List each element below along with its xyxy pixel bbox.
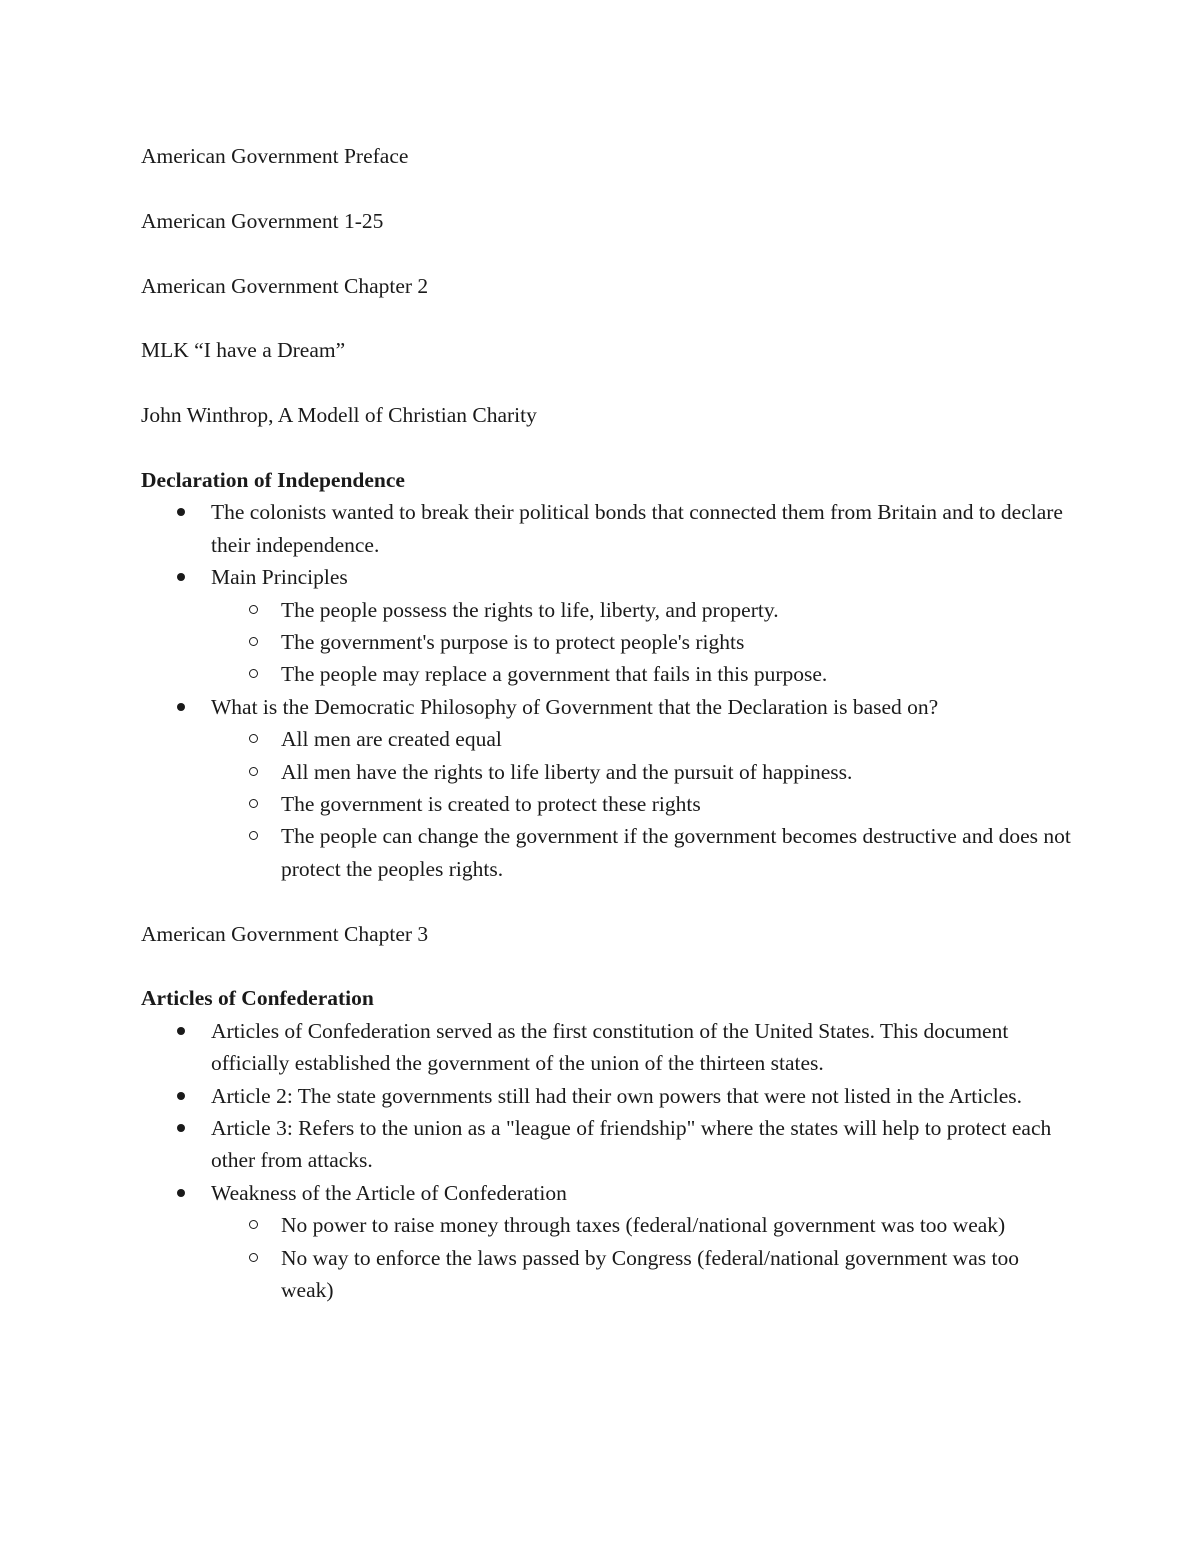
articles-list xyxy=(141,1015,1071,1307)
line-winthrop: John Winthrop, A Modell of Christian Charity xyxy=(141,403,537,428)
circle-bullet-icon xyxy=(249,1253,258,1262)
list-item xyxy=(141,561,1071,691)
list-item-text: Article 3: Refers to the union as a "league of friendship" where the states will help to protect each other from attacks. xyxy=(211,1116,1052,1173)
sub-list-item-text: The government is created to protect these rights xyxy=(281,792,701,817)
bullet-icon xyxy=(177,573,185,581)
bullet-icon xyxy=(177,1124,185,1132)
line-chapter-2: American Government Chapter 2 xyxy=(141,273,429,298)
sub-list-item-text: The people can change the government if the government becomes destructive and does not protect the peoples rights. xyxy=(281,824,1071,881)
sub-list-item xyxy=(211,820,1071,885)
list-item-text: Articles of Confederation served as the first constitution of the United States. This document officially established the government of the union of the thirteen states. xyxy=(211,1018,1009,1076)
sub-list-item xyxy=(211,1242,1071,1307)
list-item xyxy=(141,1112,1071,1177)
sub-list-item-text: The people possess the rights to life, liberty, and property. xyxy=(281,597,779,622)
articles-heading: Articles of Confederation xyxy=(141,986,374,1011)
circle-bullet-icon xyxy=(249,669,258,678)
list-item xyxy=(141,496,1071,561)
circle-bullet-icon xyxy=(249,1220,258,1229)
declaration-heading: Declaration of Independence xyxy=(141,467,405,492)
bullet-icon xyxy=(177,703,185,711)
list-item-text: What is the Democratic Philosophy of Government that the Declaration is based on? xyxy=(211,694,939,719)
line-mlk: MLK “I have a Dream” xyxy=(141,338,346,363)
declaration-list xyxy=(141,496,1071,885)
line-preface: American Government Preface xyxy=(141,144,409,168)
document-content xyxy=(141,140,1071,1307)
circle-bullet-icon xyxy=(249,637,258,646)
bullet-icon xyxy=(177,1189,185,1197)
sub-list-item xyxy=(211,1209,1071,1241)
sub-list-item xyxy=(211,756,1071,788)
list-item xyxy=(141,1080,1071,1112)
sub-list xyxy=(211,1209,1071,1306)
list-item-text: Article 2: The state governments still had their own powers that were not listed in the Articles. xyxy=(211,1083,1023,1108)
circle-bullet-icon xyxy=(249,831,258,840)
line-1-25: American Government 1-25 xyxy=(141,208,384,233)
list-item xyxy=(141,1015,1071,1080)
bullet-icon xyxy=(177,1092,185,1100)
list-item xyxy=(141,691,1071,885)
bullet-icon xyxy=(177,508,185,516)
sub-list-item-text: All men are created equal xyxy=(281,727,502,752)
list-item xyxy=(141,1177,1071,1307)
list-item-text: Weakness of the Article of Confederation xyxy=(211,1180,567,1205)
circle-bullet-icon xyxy=(249,767,258,776)
sub-list-item-text: The people may replace a government that fails in this purpose. xyxy=(281,662,828,687)
circle-bullet-icon xyxy=(249,799,258,808)
circle-bullet-icon xyxy=(249,734,258,743)
sub-list-item-text: All men have the rights to life liberty and the pursuit of happiness. xyxy=(281,759,853,784)
circle-bullet-icon xyxy=(249,605,258,614)
sub-list-item-text: The government's purpose is to protect people's rights xyxy=(281,630,745,655)
bullet-icon xyxy=(177,1027,185,1035)
list-item-text: The colonists wanted to break their political bonds that connected them from Britain and to declare their independence. xyxy=(211,500,1063,557)
sub-list-item xyxy=(211,626,1071,658)
sub-list-item-text: No way to enforce the laws passed by Congress (federal/national government was too weak) xyxy=(281,1245,1019,1303)
sub-list xyxy=(211,723,1071,885)
sub-list-item xyxy=(211,788,1071,820)
spacer xyxy=(141,885,1071,917)
sub-list-item xyxy=(211,723,1071,755)
list-item-text: Main Principles xyxy=(211,565,348,590)
line-chapter-3: American Government Chapter 3 xyxy=(141,921,429,946)
sub-list-item xyxy=(211,658,1071,690)
sub-list-item-text: No power to raise money through taxes (federal/national government was too weak) xyxy=(281,1213,1006,1238)
sub-list xyxy=(211,594,1071,691)
sub-list-item xyxy=(211,594,1071,626)
